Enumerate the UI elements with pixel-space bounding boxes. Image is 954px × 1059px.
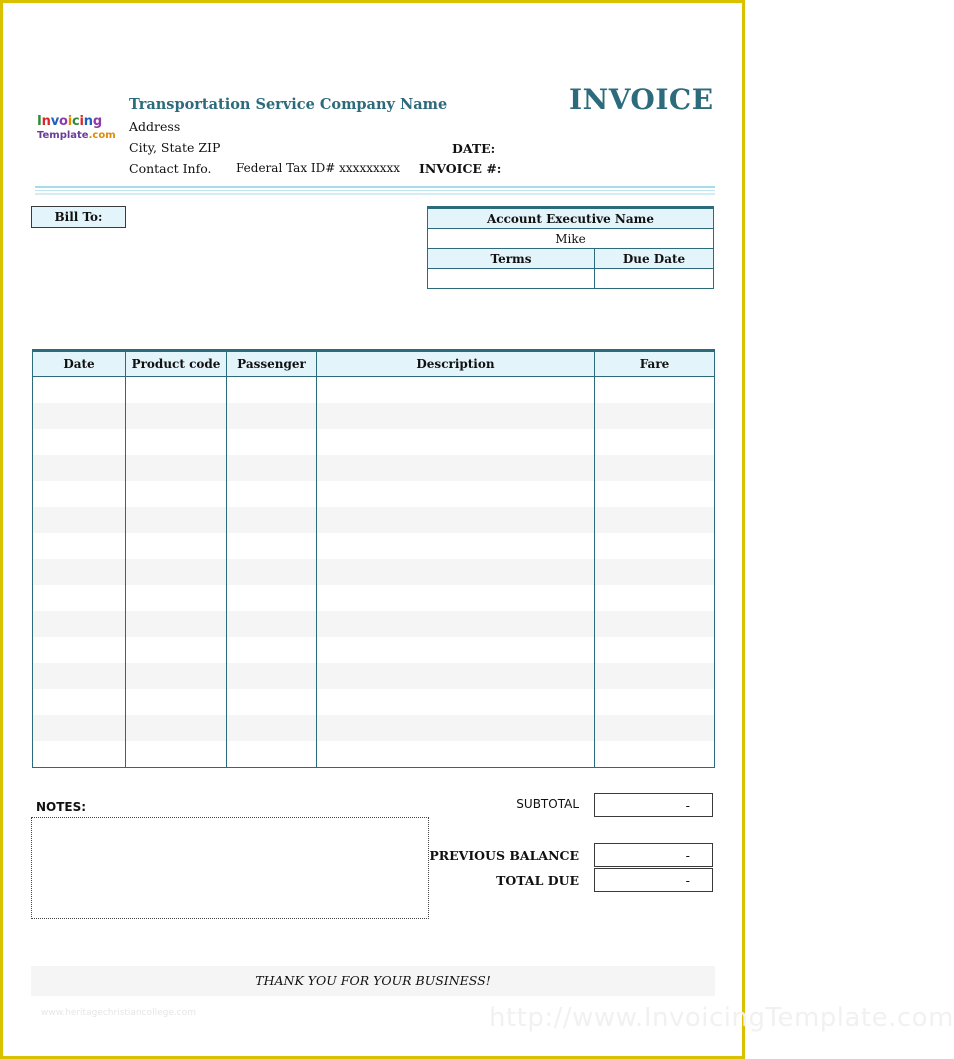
date-cell[interactable] [33,585,126,611]
company-address: Address [129,119,181,134]
table-row [33,377,715,404]
date-cell[interactable] [33,507,126,533]
footer-watermark-left: www.heritagechristiancollege.com [41,1008,196,1018]
passenger-cell[interactable] [227,611,317,637]
passenger-cell[interactable] [227,377,317,404]
col-passenger: Passenger [227,351,317,377]
bill-to-label: Bill To: [31,206,126,228]
date-cell[interactable] [33,663,126,689]
table-row [33,715,715,741]
description-cell[interactable] [317,481,595,507]
company-city: City, State ZIP [129,140,221,155]
due-date-value[interactable] [595,269,714,289]
passenger-cell[interactable] [227,403,317,429]
passenger-cell[interactable] [227,585,317,611]
product-code-cell[interactable] [126,377,227,404]
table-row [33,429,715,455]
passenger-cell[interactable] [227,715,317,741]
date-cell[interactable] [33,429,126,455]
logo-line2: Template.com [37,130,116,141]
col-product-code: Product code [126,351,227,377]
invoice-title: INVOICE [569,83,714,116]
description-cell[interactable] [317,715,595,741]
description-cell[interactable] [317,637,595,663]
date-cell[interactable] [33,559,126,585]
table-row [33,663,715,689]
product-code-cell[interactable] [126,663,227,689]
terms-header: Terms [428,249,595,269]
product-code-cell[interactable] [126,741,227,768]
federal-tax-id: Federal Tax ID# xxxxxxxxx [236,161,401,175]
header-rule [35,186,715,188]
date-cell[interactable] [33,403,126,429]
fare-cell[interactable] [595,741,715,768]
product-code-cell[interactable] [126,533,227,559]
company-name: Transportation Service Company Name [129,96,448,113]
passenger-cell[interactable] [227,741,317,768]
thank-you-message: THANK YOU FOR YOUR BUSINESS! [31,966,715,996]
fare-cell[interactable] [595,403,715,429]
fare-cell[interactable] [595,455,715,481]
line-items-table [32,349,715,768]
footer-watermark-right: http://www.InvoicingTemplate.com [489,1003,954,1033]
description-cell[interactable] [317,507,595,533]
description-cell[interactable] [317,741,595,768]
date-cell[interactable] [33,533,126,559]
previous-balance-value[interactable]: - [594,843,713,867]
table-row [33,507,715,533]
passenger-cell[interactable] [227,507,317,533]
table-row [33,559,715,585]
date-cell[interactable] [33,455,126,481]
notes-label: NOTES: [36,800,87,814]
previous-balance-label: PREVIOUS BALANCE [429,848,579,863]
description-cell[interactable] [317,377,595,404]
product-code-cell[interactable] [126,715,227,741]
fare-cell[interactable] [595,689,715,715]
description-cell[interactable] [317,403,595,429]
logo-line1: Invoicing [37,114,102,129]
passenger-cell[interactable] [227,429,317,455]
passenger-cell[interactable] [227,559,317,585]
table-row [33,689,715,715]
date-cell[interactable] [33,715,126,741]
notes-box[interactable] [31,817,429,919]
subtotal-label: SUBTOTAL [516,797,579,811]
product-code-cell[interactable] [126,429,227,455]
table-row [33,741,715,768]
description-cell[interactable] [317,559,595,585]
product-code-cell[interactable] [126,585,227,611]
date-cell[interactable] [33,611,126,637]
fare-cell[interactable] [595,429,715,455]
table-row [33,637,715,663]
subtotal-value[interactable]: - [594,793,713,817]
table-row [33,611,715,637]
description-cell[interactable] [317,689,595,715]
product-code-cell[interactable] [126,507,227,533]
description-cell[interactable] [317,533,595,559]
fare-cell[interactable] [595,611,715,637]
product-code-cell[interactable] [126,637,227,663]
date-label: DATE: [452,141,496,156]
fare-cell[interactable] [595,507,715,533]
col-date: Date [33,351,126,377]
product-code-cell[interactable] [126,611,227,637]
account-executive-header: Account Executive Name [428,208,714,229]
table-row [33,533,715,559]
product-code-cell[interactable] [126,455,227,481]
description-cell[interactable] [317,455,595,481]
product-code-cell[interactable] [126,559,227,585]
description-cell[interactable] [317,663,595,689]
table-row [33,481,715,507]
fare-cell[interactable] [595,663,715,689]
description-cell[interactable] [317,611,595,637]
passenger-cell[interactable] [227,689,317,715]
table-row [33,403,715,429]
company-contact: Contact Info. [129,161,212,176]
due-date-header: Due Date [595,249,714,269]
date-cell[interactable] [33,689,126,715]
fare-cell[interactable] [595,559,715,585]
account-executive-value[interactable]: Mike [428,229,714,249]
fare-cell[interactable] [595,715,715,741]
product-code-cell[interactable] [126,689,227,715]
date-cell[interactable] [33,637,126,663]
table-row [33,455,715,481]
date-cell[interactable] [33,377,126,404]
invoicing-template-logo [37,115,117,141]
invoice-number-label: INVOICE #: [419,161,502,176]
passenger-cell[interactable] [227,481,317,507]
product-code-cell[interactable] [126,403,227,429]
passenger-cell[interactable] [227,637,317,663]
col-description: Description [317,351,595,377]
account-table [427,206,714,289]
fare-cell[interactable] [595,585,715,611]
table-row [33,585,715,611]
fare-cell[interactable] [595,637,715,663]
total-due-label: TOTAL DUE [496,873,579,888]
passenger-cell[interactable] [227,533,317,559]
fare-cell[interactable] [595,533,715,559]
product-code-cell[interactable] [126,481,227,507]
fare-cell[interactable] [595,377,715,404]
header-rule [35,190,715,191]
date-cell[interactable] [33,481,126,507]
header-rule [35,193,715,195]
total-due-value[interactable]: - [594,868,713,892]
date-cell[interactable] [33,741,126,768]
fare-cell[interactable] [595,481,715,507]
col-fare: Fare [595,351,715,377]
description-cell[interactable] [317,585,595,611]
passenger-cell[interactable] [227,455,317,481]
description-cell[interactable] [317,429,595,455]
passenger-cell[interactable] [227,663,317,689]
terms-value[interactable] [428,269,595,289]
